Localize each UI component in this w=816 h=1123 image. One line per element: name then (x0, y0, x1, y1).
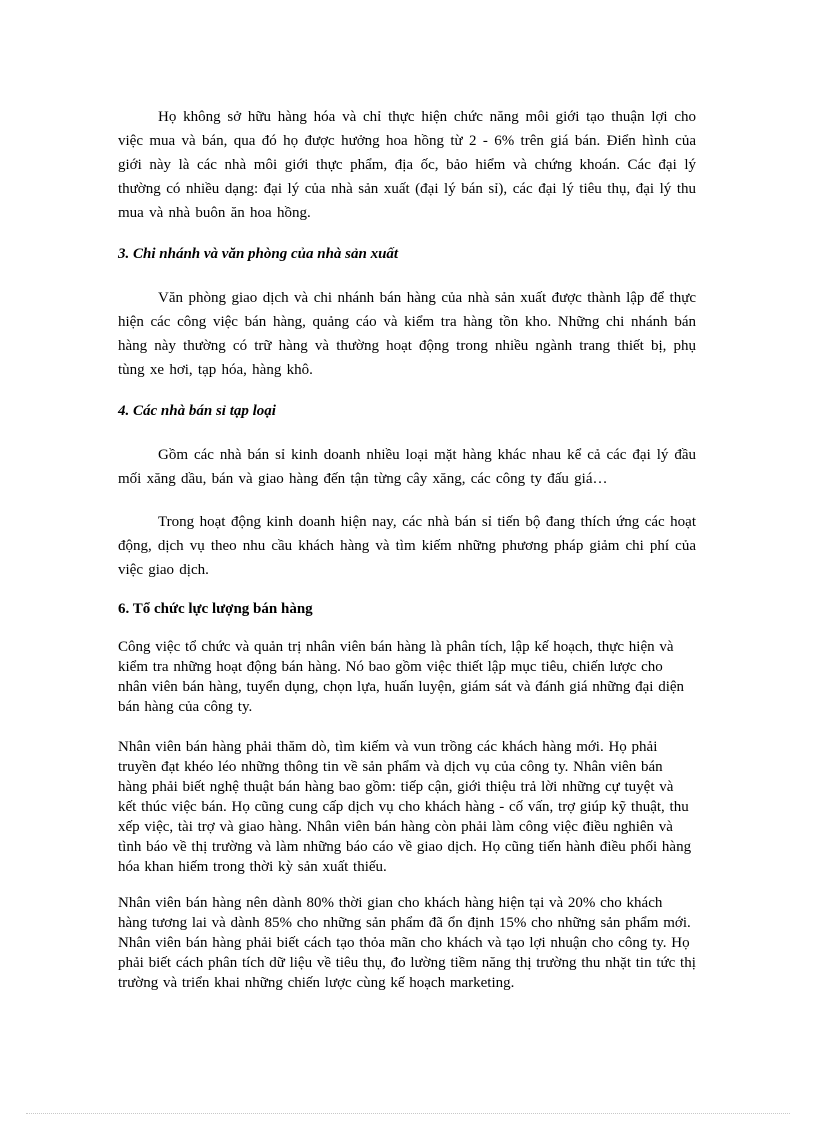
paragraph-salesperson-duties: Nhân viên bán hàng phải thăm dò, tìm kiếm và vun trồng các khách hàng mới. Họ phải truyền đạt khéo léo những thông tin về sản phẩm và dịch vụ của công ty. Nhân viên bán hàng phải biết nghệ thuật bán hàng bao gồm: tiếp cận, giới thiệu trả lời những cự tuyệt và kết thúc việc bán. Họ cũng cung cấp dịch vụ cho khách hàng - cố vấn, trợ giúp kỹ thuật, thu xếp việc, tài trợ và giao hàng. Nhân viên bán hàng còn phải làm công việc điều nghiên và tình báo về thị trường và làm những báo cáo về giao dịch. Họ cũng tiến hành điều phối hàng hóa khan hiếm trong thời kỳ sản xuất thiếu. (118, 739, 692, 875)
paragraph-salesforce-management: Công việc tổ chức và quản trị nhân viên bán hàng là phân tích, lập kế hoạch, thực hiện và kiểm tra những hoạt động bán hàng. Nó bao gồm việc thiết lập mục tiêu, chiến lược cho nhân viên bán hàng, tuyển dụng, chọn lựa, huấn luyện, giám sát và đánh giá những đại diện bán hàng của công ty. (118, 639, 685, 715)
paragraph-general-wholesalers: Gồm các nhà bán sỉ kinh doanh nhiều loại mặt hàng khác nhau kể cả các đại lý đầu mối xăng dầu, bán và giao hàng đến tận từng cây xăng, các công ty đấu giá… (118, 447, 696, 487)
paragraph-wholesaler-trends: Trong hoạt động kinh doanh hiện nay, các nhà bán sỉ tiến bộ đang thích ứng các hoạt động, dịch vụ theo nhu cầu khách hàng và tìm kiếm những phương pháp giảm chi phí của việc giao dịch. (118, 514, 696, 578)
heading-section-3: 3. Chi nhánh và văn phòng của nhà sản xuất (118, 246, 399, 262)
heading-section-6: 6. Tổ chức lực lượng bán hàng (118, 601, 313, 617)
paragraph-agents: Họ không sở hữu hàng hóa và chỉ thực hiện chức năng môi giới tạo thuận lợi cho việc mua và bán, qua đó họ được hưởng hoa hồng từ 2 - 6% trên giá bán. Điển hình của giới này là các nhà môi giới thực phẩm, địa ốc, bảo hiểm và chứng khoán. Các đại lý thường có nhiều dạng: đại lý của nhà sản xuất (đại lý bán sỉ), các đại lý tiêu thụ, đại lý thu mua và nhà buôn ăn hoa hồng. (118, 109, 696, 221)
paragraph-time-allocation: Nhân viên bán hàng nên dành 80% thời gian cho khách hàng hiện tại và 20% cho khách hàng tương lai và dành 85% cho những sản phẩm đã ổn định 15% cho những sản phẩm mới. Nhân viên bán hàng phải biết cách tạo thỏa mãn cho khách và tạo lợi nhuận cho công ty. Họ phải biết cách phân tích dữ liệu về tiêu thụ, đo lường tiềm năng thị trường thu nhặt tin tức thị trường và triển khai những chiến lược cùng kế hoạch marketing. (118, 895, 696, 991)
heading-section-4: 4. Các nhà bán sỉ tạp loại (118, 403, 276, 419)
page-footer-divider (26, 1113, 790, 1114)
paragraph-branches: Văn phòng giao dịch và chi nhánh bán hàng của nhà sản xuất được thành lập để thực hiện các công việc bán hàng, quảng cáo và kiểm tra hàng tồn kho. Những chi nhánh bán hàng này thường có trữ hàng và thường hoạt động trong nhiều ngành trang thiết bị, phụ tùng xe hơi, tạp hóa, hàng khô. (118, 290, 696, 378)
